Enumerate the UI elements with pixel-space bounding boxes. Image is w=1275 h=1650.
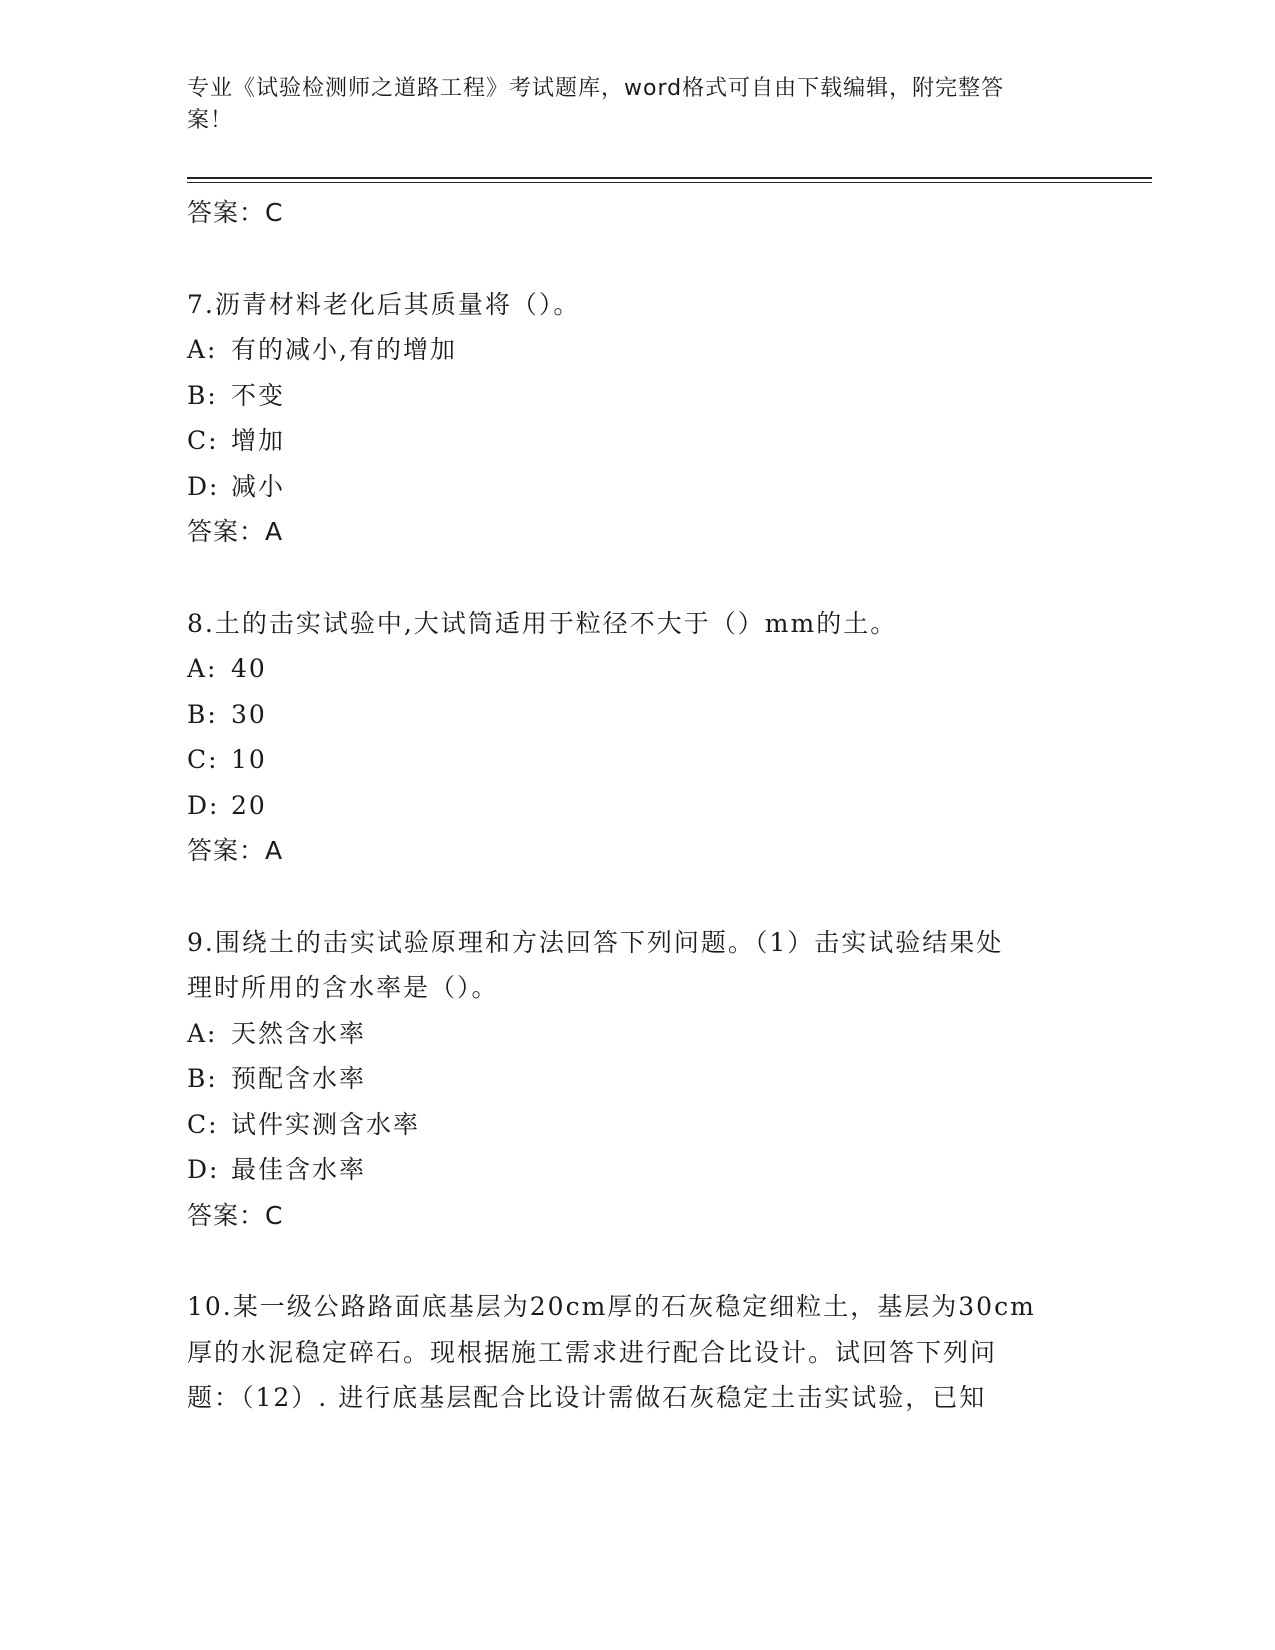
option-letter: A:: [187, 335, 218, 364]
question-text-cont: 理时所用的含水率是（）。: [187, 973, 499, 1002]
option-text: 天然含水率: [231, 1018, 367, 1048]
question-text-cont: 题：（12）. 进行底基层配合比设计需做石灰稳定土击实试验，已知: [187, 1383, 987, 1412]
answer-value: C: [265, 198, 284, 227]
question-text-cont: 厚的水泥稳定碎石。现根据施工需求进行配合比设计。试回答下列问: [187, 1337, 998, 1367]
question-text: 9.围绕土的击实试验原理和方法回答下列问题。（1）击实试验结果处: [187, 927, 1004, 957]
answer-line: [187, 509, 1087, 555]
option-letter: B:: [187, 699, 218, 729]
option-letter: C:: [187, 426, 219, 455]
option-text: 预配含水率: [231, 1064, 367, 1093]
answer-value: A: [265, 517, 284, 546]
answer-value: A: [265, 836, 284, 865]
document-header: [187, 73, 1067, 137]
question-7: [187, 282, 1087, 555]
question-9: [187, 920, 1087, 1239]
option-c: [187, 1102, 1087, 1148]
option-d: [187, 464, 1087, 510]
option-letter: B:: [187, 1064, 218, 1093]
option-letter: C:: [187, 1109, 219, 1139]
answer-label: 答案：: [187, 1200, 266, 1230]
question-text: 7.沥青材料老化后其质量将（）。: [187, 289, 581, 319]
option-text: 减小: [231, 471, 286, 501]
question-text: 10.某一级公路路面底基层为20cm厚的石灰稳定细粒土，基层为30cm: [187, 1292, 1036, 1321]
option-b: [187, 373, 1087, 419]
option-letter: A:: [187, 654, 218, 683]
question-8: [187, 601, 1087, 874]
option-c: [187, 418, 1087, 464]
answer-line: [187, 190, 1087, 236]
question-text: 8.土的击实试验中,大试筒适用于粒径不大于（）mm的土。: [187, 608, 898, 638]
option-text: 40: [231, 654, 267, 683]
option-b: [187, 692, 1087, 738]
answer-label: 答案：: [187, 517, 266, 546]
answer-line: [187, 1193, 1087, 1239]
question-list: [187, 190, 1087, 1421]
option-letter: C:: [187, 745, 219, 774]
option-text: 增加: [231, 426, 286, 455]
answer-line: [187, 828, 1087, 874]
option-letter: D:: [187, 471, 220, 501]
option-d: [187, 783, 1087, 829]
option-a: [187, 327, 1087, 373]
header-line-1: 专业《试验检测师之道路工程》考试题库，word格式可自由下载编辑，附完整答: [187, 76, 1005, 101]
option-a: [187, 1011, 1087, 1057]
option-text: 10: [231, 745, 267, 774]
option-letter: B:: [187, 380, 218, 410]
option-c: [187, 737, 1087, 783]
answer-label: 答案：: [187, 198, 266, 227]
option-text: 20: [231, 790, 267, 820]
header-line-2: 案！: [187, 108, 234, 133]
option-letter: A:: [187, 1018, 218, 1048]
option-d: [187, 1147, 1087, 1193]
option-text: 试件实测含水率: [231, 1109, 421, 1139]
answer-value: C: [265, 1200, 284, 1230]
answer-label: 答案：: [187, 836, 266, 865]
header-divider-thin: [187, 182, 1152, 183]
option-text: 有的减小,有的增加: [231, 335, 457, 364]
option-text: 最佳含水率: [231, 1155, 367, 1184]
option-b: [187, 1056, 1087, 1102]
option-text: 不变: [231, 380, 286, 410]
option-text: 30: [231, 699, 267, 729]
header-divider: [187, 177, 1152, 179]
option-letter: D:: [187, 1155, 220, 1184]
option-letter: D:: [187, 790, 220, 820]
question-10: [187, 1284, 1087, 1421]
option-a: [187, 646, 1087, 692]
